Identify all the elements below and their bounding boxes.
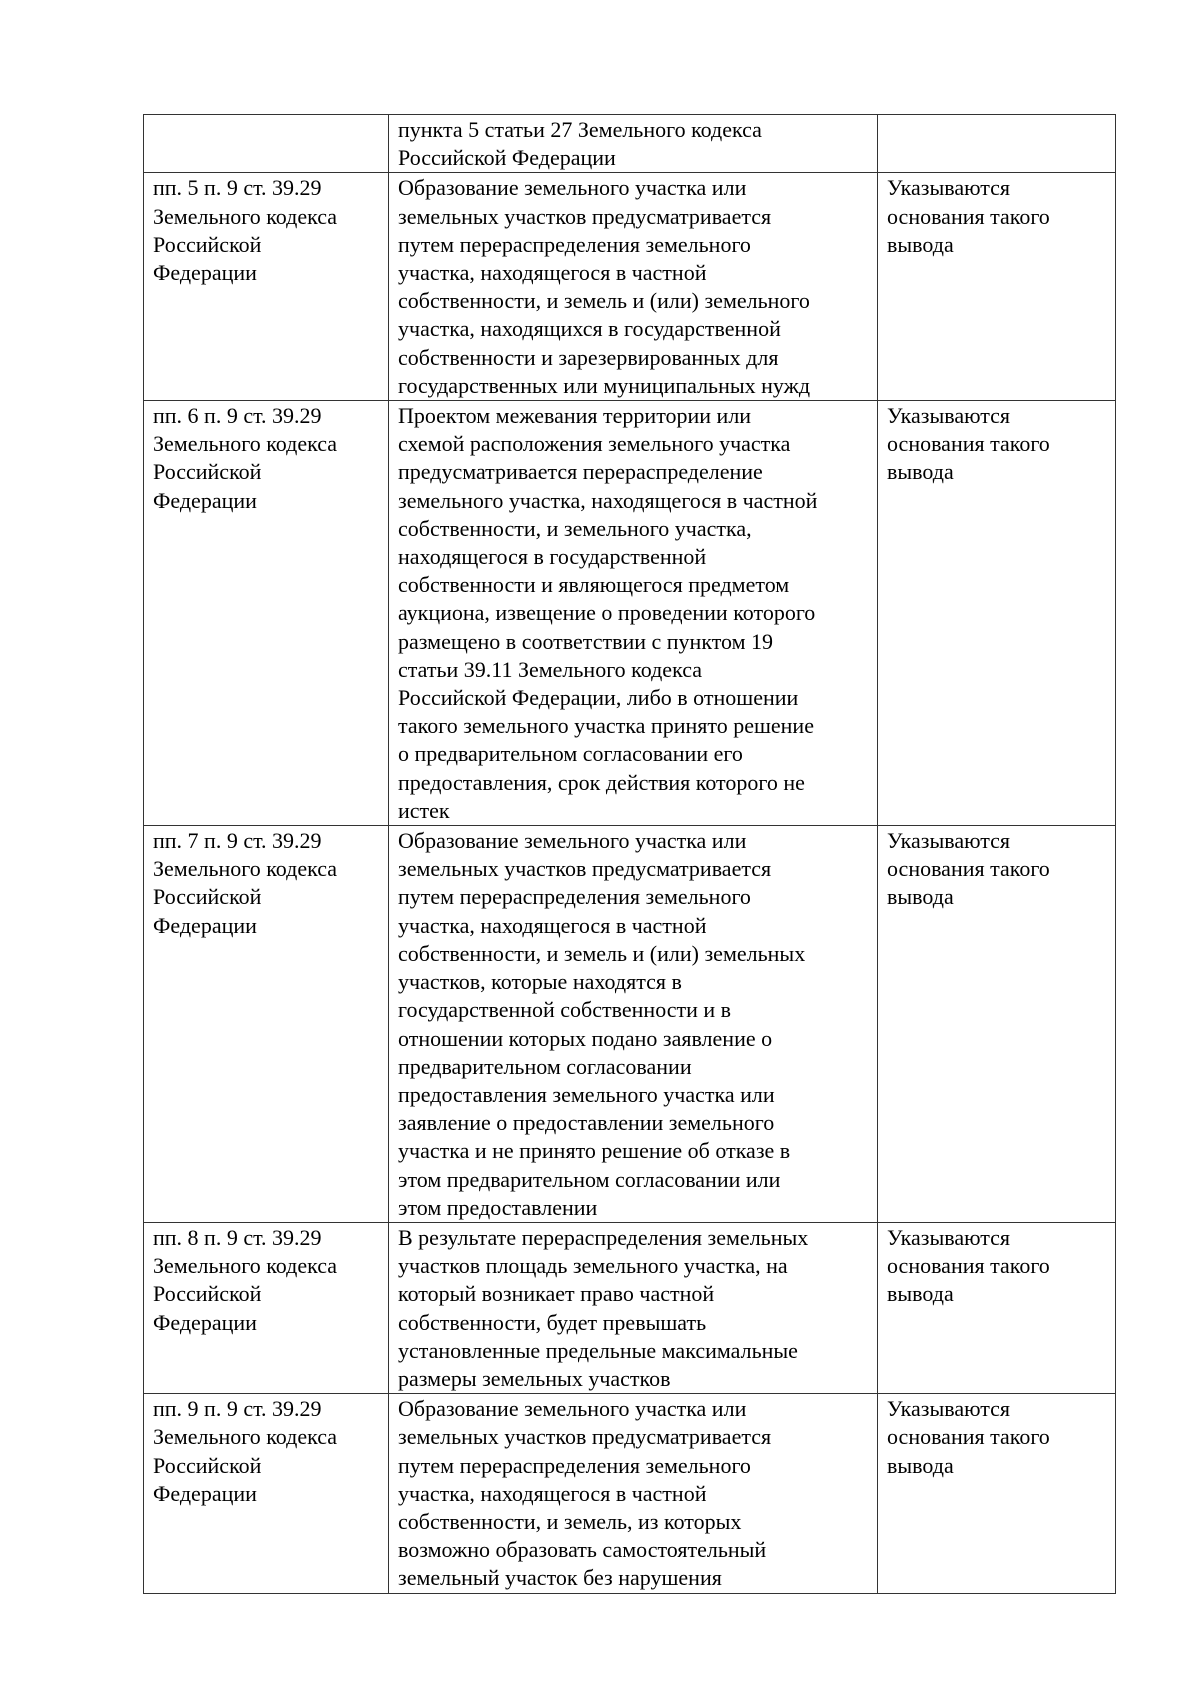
condition-cell: Образование земельного участка или земельных участков предусматривается путем перераспределения земельного участка, находящегося в частной собственности, и земель и (или) земельных участков, которые находятся в государственной собственности и в отношении которых подано заявление о предварительном согласовании предоставления земельного участка или заявление о предоставлении земельного участка и не принято решение об отказе в этом предварительном согласовании или этом предоставлении [389,826,878,1223]
condition-cell: Образование земельного участка или земельных участков предусматривается путем перераспределения земельного участка, находящегося в частной собственности, и земель, из которых возможно образовать самостоятельный земельный участок без нарушения [389,1394,878,1593]
table-row [144,826,1116,1223]
table-row [144,115,1116,173]
note-cell: Указываются основания такого вывода [878,1394,1116,1593]
note-cell: Указываются основания такого вывода [878,173,1116,401]
basis-cell: пп. 6 п. 9 ст. 39.29 Земельного кодекса Российской Федерации [144,401,389,826]
table-row [144,1222,1116,1393]
condition-cell: пункта 5 статьи 27 Земельного кодекса Российской Федерации [389,115,878,173]
condition-cell: Образование земельного участка или земельных участков предусматривается путем перераспределения земельного участка, находящегося в частной собственности, и земель и (или) земельного участка, находящихся в государственной собственности и зарезервированных для государственных или муниципальных нужд [389,173,878,401]
table-row [144,1394,1116,1593]
table-row [144,173,1116,401]
basis-cell: пп. 7 п. 9 ст. 39.29 Земельного кодекса Российской Федерации [144,826,389,1223]
condition-cell: Проектом межевания территории или схемой расположения земельного участка предусматривается перераспределение земельного участка, находящегося в частной собственности, и земельного участка, находящегося в государственной собственности и являющегося предметом аукциона, извещение о проведении которого размещено в соответствии с пунктом 19 статьи 39.11 Земельного кодекса Российской Федерации, либо в отношении такого земельного участка принято решение о предварительном согласовании его предоставления, срок действия которого не истек [389,401,878,826]
basis-cell: пп. 9 п. 9 ст. 39.29 Земельного кодекса Российской Федерации [144,1394,389,1593]
note-cell [878,115,1116,173]
note-cell: Указываются основания такого вывода [878,401,1116,826]
refusal-grounds-table [143,114,1116,1594]
table-row [144,401,1116,826]
basis-cell [144,115,389,173]
note-cell: Указываются основания такого вывода [878,1222,1116,1393]
basis-cell: пп. 5 п. 9 ст. 39.29 Земельного кодекса Российской Федерации [144,173,389,401]
note-cell: Указываются основания такого вывода [878,826,1116,1223]
condition-cell: В результате перераспределения земельных участков площадь земельного участка, на который возникает право частной собственности, будет превышать установленные предельные максимальные размеры земельных участков [389,1222,878,1393]
basis-cell: пп. 8 п. 9 ст. 39.29 Земельного кодекса Российской Федерации [144,1222,389,1393]
